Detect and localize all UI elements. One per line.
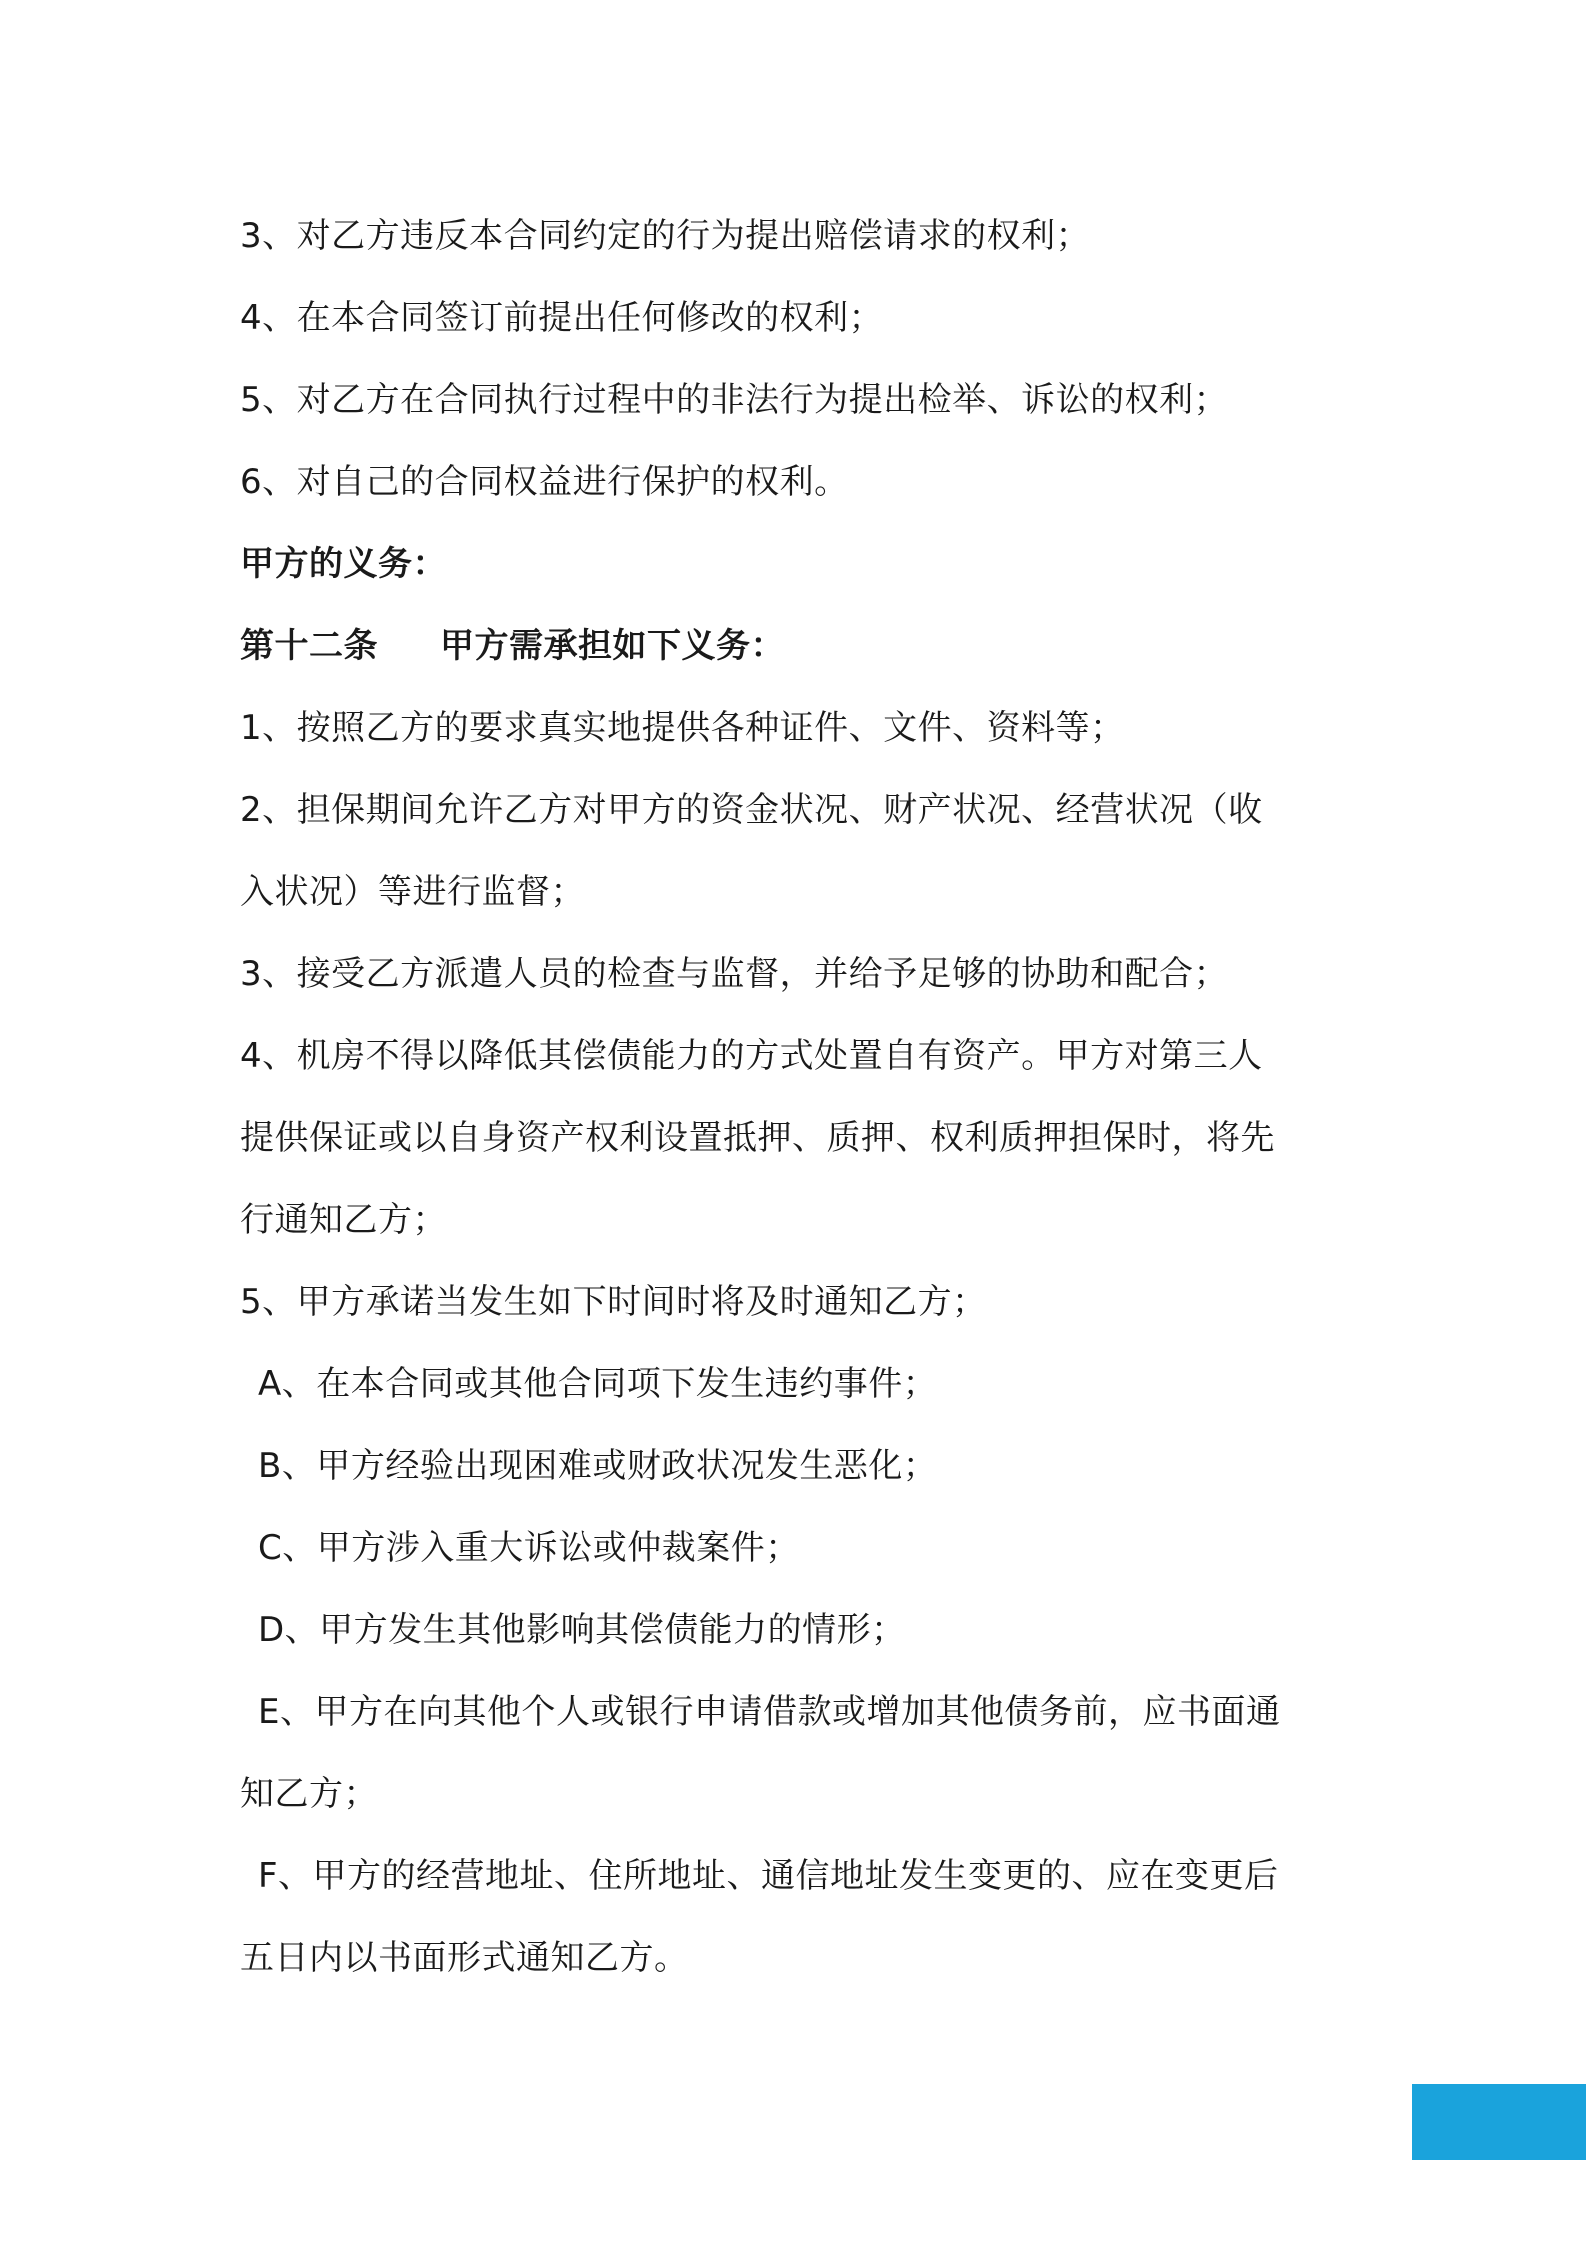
article-number: 第十二条 [240, 626, 378, 666]
clause-line: 3、接受乙方派遣人员的检查与监督，并给予足够的协助和配合； [240, 954, 1229, 994]
section-heading: 甲方的义务： [240, 544, 447, 584]
clause-line: 5、甲方承诺当发生如下时间时将及时通知乙方； [240, 1282, 987, 1322]
sub-clause-line: D、甲方发生其他影响其偿债能力的情形； [258, 1610, 906, 1650]
clause-line: 入状况）等进行监督； [240, 872, 585, 912]
article-heading [240, 605, 1340, 687]
clause-line: 提供保证或以自身资产权利设置抵押、质押、权利质押担保时，将先 [240, 1118, 1275, 1158]
sub-clause-line: B、甲方经验出现困难或财政状况发生恶化； [258, 1446, 938, 1486]
clause-line: 3、对乙方违反本合同约定的行为提出赔偿请求的权利； [240, 216, 1091, 256]
clause-line: 知乙方； [240, 1774, 378, 1814]
document-body [240, 195, 1340, 1999]
clause-line: 2、担保期间允许乙方对甲方的资金状况、财产状况、经营状况（收 [240, 790, 1263, 830]
clause-line: 4、机房不得以降低其偿债能力的方式处置自有资产。甲方对第三人 [240, 1036, 1263, 1076]
clause-line: 1、按照乙方的要求真实地提供各种证件、文件、资料等； [240, 708, 1125, 748]
sub-clause-line: F、甲方的经营地址、住所地址、通信地址发生变更的、应在变更后 [258, 1856, 1279, 1896]
sub-clause-line: A、在本合同或其他合同项下发生违约事件； [258, 1364, 938, 1404]
sub-clause-line: E、甲方在向其他个人或银行申请借款或增加其他债务前，应书面通 [258, 1692, 1281, 1732]
clause-line: 5、对乙方在合同执行过程中的非法行为提出检举、诉讼的权利； [240, 380, 1229, 420]
clause-line: 五日内以书面形式通知乙方。 [240, 1938, 689, 1978]
clause-line: 4、在本合同签订前提出任何修改的权利； [240, 298, 884, 338]
corner-accent-block [1412, 2084, 1586, 2160]
clause-line: 6、对自己的合同权益进行保护的权利。 [240, 462, 849, 502]
article-title: 甲方需承担如下义务： [440, 626, 785, 666]
clause-line: 行通知乙方； [240, 1200, 447, 1240]
sub-clause-line: C、甲方涉入重大诉讼或仲裁案件； [258, 1528, 800, 1568]
